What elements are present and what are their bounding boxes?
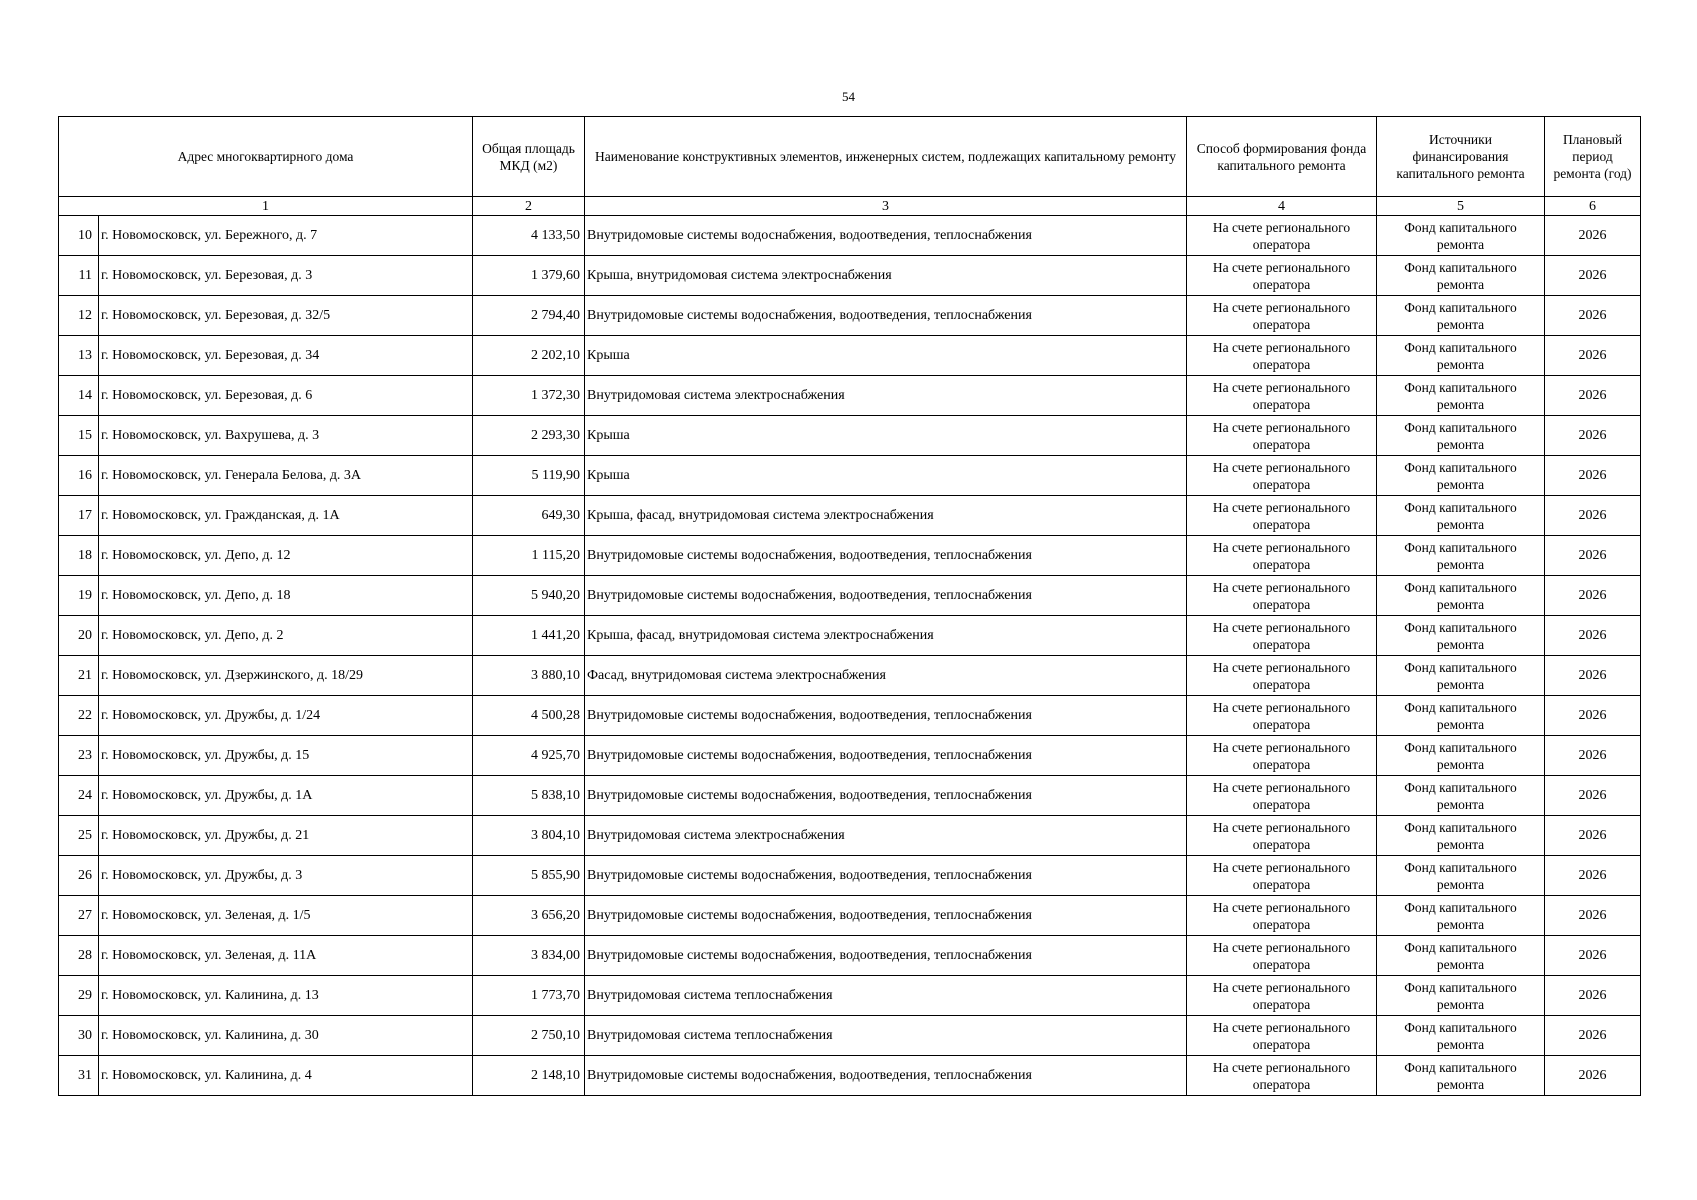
row-address: г. Новомосковск, ул. Зеленая, д. 1/5 bbox=[99, 896, 473, 936]
row-elements: Крыша bbox=[585, 456, 1187, 496]
row-number: 12 bbox=[59, 296, 99, 336]
row-address: г. Новомосковск, ул. Дружбы, д. 3 bbox=[99, 856, 473, 896]
row-elements: Внутридомовая система электроснабжения bbox=[585, 376, 1187, 416]
row-source: Фонд капитального ремонта bbox=[1377, 976, 1545, 1016]
row-address: г. Новомосковск, ул. Дружбы, д. 1/24 bbox=[99, 696, 473, 736]
column-number: 3 bbox=[585, 197, 1187, 216]
row-area: 3 834,00 bbox=[473, 936, 585, 976]
column-number: 6 bbox=[1545, 197, 1641, 216]
row-year: 2026 bbox=[1545, 416, 1641, 456]
row-year: 2026 bbox=[1545, 976, 1641, 1016]
row-elements: Внутридомовая система электроснабжения bbox=[585, 816, 1187, 856]
table-row bbox=[59, 456, 1641, 496]
row-method: На счете регионального оператора bbox=[1187, 856, 1377, 896]
row-number: 14 bbox=[59, 376, 99, 416]
row-elements: Внутридомовые системы водоснабжения, водоотведения, теплоснабжения bbox=[585, 856, 1187, 896]
row-source: Фонд капитального ремонта bbox=[1377, 856, 1545, 896]
table-row bbox=[59, 256, 1641, 296]
row-source: Фонд капитального ремонта bbox=[1377, 296, 1545, 336]
row-method: На счете регионального оператора bbox=[1187, 896, 1377, 936]
row-address: г. Новомосковск, ул. Дружбы, д. 15 bbox=[99, 736, 473, 776]
row-year: 2026 bbox=[1545, 656, 1641, 696]
row-elements: Внутридомовая система теплоснабжения bbox=[585, 1016, 1187, 1056]
header-elements: Наименование конструктивных элементов, инженерных систем, подлежащих капитальному ремонту bbox=[585, 117, 1187, 197]
row-number: 16 bbox=[59, 456, 99, 496]
column-number: 5 bbox=[1377, 197, 1545, 216]
row-source: Фонд капитального ремонта bbox=[1377, 536, 1545, 576]
row-elements: Внутридомовые системы водоснабжения, водоотведения, теплоснабжения bbox=[585, 216, 1187, 256]
row-source: Фонд капитального ремонта bbox=[1377, 696, 1545, 736]
row-number: 23 bbox=[59, 736, 99, 776]
row-address: г. Новомосковск, ул. Березовая, д. 3 bbox=[99, 256, 473, 296]
table-row bbox=[59, 896, 1641, 936]
row-method: На счете регионального оператора bbox=[1187, 936, 1377, 976]
header-year: Плановый период ремонта (год) bbox=[1545, 117, 1641, 197]
row-method: На счете регионального оператора bbox=[1187, 816, 1377, 856]
row-number: 15 bbox=[59, 416, 99, 456]
row-address: г. Новомосковск, ул. Депо, д. 2 bbox=[99, 616, 473, 656]
column-number: 1 bbox=[59, 197, 473, 216]
row-year: 2026 bbox=[1545, 576, 1641, 616]
table-row bbox=[59, 376, 1641, 416]
row-number: 29 bbox=[59, 976, 99, 1016]
row-year: 2026 bbox=[1545, 296, 1641, 336]
row-method: На счете регионального оператора bbox=[1187, 496, 1377, 536]
table-row bbox=[59, 936, 1641, 976]
table-row bbox=[59, 496, 1641, 536]
row-number: 20 bbox=[59, 616, 99, 656]
table-row bbox=[59, 856, 1641, 896]
row-year: 2026 bbox=[1545, 776, 1641, 816]
header-area: Общая площадь МКД (м2) bbox=[473, 117, 585, 197]
table-row bbox=[59, 736, 1641, 776]
row-year: 2026 bbox=[1545, 376, 1641, 416]
row-source: Фонд капитального ремонта bbox=[1377, 816, 1545, 856]
row-method: На счете регионального оператора bbox=[1187, 296, 1377, 336]
row-address: г. Новомосковск, ул. Калинина, д. 30 bbox=[99, 1016, 473, 1056]
row-year: 2026 bbox=[1545, 936, 1641, 976]
row-source: Фонд капитального ремонта bbox=[1377, 936, 1545, 976]
row-year: 2026 bbox=[1545, 456, 1641, 496]
row-elements: Крыша bbox=[585, 416, 1187, 456]
column-number: 2 bbox=[473, 197, 585, 216]
row-elements: Внутридомовые системы водоснабжения, водоотведения, теплоснабжения bbox=[585, 936, 1187, 976]
row-number: 28 bbox=[59, 936, 99, 976]
row-elements: Крыша, фасад, внутридомовая система электроснабжения bbox=[585, 496, 1187, 536]
table-row bbox=[59, 816, 1641, 856]
row-elements: Внутридомовые системы водоснабжения, водоотведения, теплоснабжения bbox=[585, 736, 1187, 776]
row-year: 2026 bbox=[1545, 496, 1641, 536]
row-method: На счете регионального оператора bbox=[1187, 256, 1377, 296]
row-method: На счете регионального оператора bbox=[1187, 1056, 1377, 1096]
row-address: г. Новомосковск, ул. Гражданская, д. 1А bbox=[99, 496, 473, 536]
row-method: На счете регионального оператора bbox=[1187, 416, 1377, 456]
row-area: 3 804,10 bbox=[473, 816, 585, 856]
table-row bbox=[59, 656, 1641, 696]
row-address: г. Новомосковск, ул. Вахрушева, д. 3 bbox=[99, 416, 473, 456]
row-year: 2026 bbox=[1545, 536, 1641, 576]
row-elements: Внутридомовые системы водоснабжения, водоотведения, теплоснабжения bbox=[585, 576, 1187, 616]
row-number: 11 bbox=[59, 256, 99, 296]
row-area: 2 750,10 bbox=[473, 1016, 585, 1056]
row-elements: Внутридомовые системы водоснабжения, водоотведения, теплоснабжения bbox=[585, 896, 1187, 936]
row-method: На счете регионального оператора bbox=[1187, 696, 1377, 736]
row-source: Фонд капитального ремонта bbox=[1377, 616, 1545, 656]
row-address: г. Новомосковск, ул. Бережного, д. 7 bbox=[99, 216, 473, 256]
header-method: Способ формирования фонда капитального ремонта bbox=[1187, 117, 1377, 197]
row-source: Фонд капитального ремонта bbox=[1377, 496, 1545, 536]
row-number: 21 bbox=[59, 656, 99, 696]
column-number-row bbox=[59, 197, 1641, 216]
row-number: 25 bbox=[59, 816, 99, 856]
row-source: Фонд капитального ремонта bbox=[1377, 896, 1545, 936]
row-source: Фонд капитального ремонта bbox=[1377, 656, 1545, 696]
row-address: г. Новомосковск, ул. Дзержинского, д. 18/29 bbox=[99, 656, 473, 696]
row-address: г. Новомосковск, ул. Зеленая, д. 11А bbox=[99, 936, 473, 976]
row-method: На счете регионального оператора bbox=[1187, 536, 1377, 576]
row-number: 30 bbox=[59, 1016, 99, 1056]
table-row bbox=[59, 536, 1641, 576]
row-method: На счете регионального оператора bbox=[1187, 976, 1377, 1016]
table-row bbox=[59, 576, 1641, 616]
row-number: 17 bbox=[59, 496, 99, 536]
row-area: 2 148,10 bbox=[473, 1056, 585, 1096]
row-area: 5 855,90 bbox=[473, 856, 585, 896]
row-area: 1 773,70 bbox=[473, 976, 585, 1016]
row-source: Фонд капитального ремонта bbox=[1377, 376, 1545, 416]
row-address: г. Новомосковск, ул. Калинина, д. 4 bbox=[99, 1056, 473, 1096]
table-row bbox=[59, 296, 1641, 336]
row-area: 4 500,28 bbox=[473, 696, 585, 736]
row-source: Фонд капитального ремонта bbox=[1377, 736, 1545, 776]
row-number: 22 bbox=[59, 696, 99, 736]
row-year: 2026 bbox=[1545, 1056, 1641, 1096]
row-address: г. Новомосковск, ул. Депо, д. 18 bbox=[99, 576, 473, 616]
row-address: г. Новомосковск, ул. Генерала Белова, д. 3А bbox=[99, 456, 473, 496]
row-area: 5 838,10 bbox=[473, 776, 585, 816]
row-elements: Крыша, внутридомовая система электроснабжения bbox=[585, 256, 1187, 296]
row-area: 1 115,20 bbox=[473, 536, 585, 576]
table-row bbox=[59, 976, 1641, 1016]
row-number: 13 bbox=[59, 336, 99, 376]
row-number: 10 bbox=[59, 216, 99, 256]
row-year: 2026 bbox=[1545, 256, 1641, 296]
column-number: 4 bbox=[1187, 197, 1377, 216]
row-area: 3 880,10 bbox=[473, 656, 585, 696]
row-number: 31 bbox=[59, 1056, 99, 1096]
row-year: 2026 bbox=[1545, 896, 1641, 936]
row-year: 2026 bbox=[1545, 336, 1641, 376]
row-source: Фонд капитального ремонта bbox=[1377, 1056, 1545, 1096]
row-area: 5 940,20 bbox=[473, 576, 585, 616]
row-elements: Внутридомовые системы водоснабжения, водоотведения, теплоснабжения bbox=[585, 296, 1187, 336]
row-number: 19 bbox=[59, 576, 99, 616]
row-area: 3 656,20 bbox=[473, 896, 585, 936]
row-number: 27 bbox=[59, 896, 99, 936]
row-source: Фонд капитального ремонта bbox=[1377, 416, 1545, 456]
row-year: 2026 bbox=[1545, 696, 1641, 736]
row-method: На счете регионального оператора bbox=[1187, 576, 1377, 616]
row-method: На счете регионального оператора bbox=[1187, 456, 1377, 496]
row-area: 1 372,30 bbox=[473, 376, 585, 416]
row-year: 2026 bbox=[1545, 616, 1641, 656]
row-elements: Внутридомовая система теплоснабжения bbox=[585, 976, 1187, 1016]
row-method: На счете регионального оператора bbox=[1187, 776, 1377, 816]
row-area: 4 925,70 bbox=[473, 736, 585, 776]
row-year: 2026 bbox=[1545, 816, 1641, 856]
table-row bbox=[59, 336, 1641, 376]
table-row bbox=[59, 616, 1641, 656]
row-elements: Крыша, фасад, внутридомовая система электроснабжения bbox=[585, 616, 1187, 656]
row-method: На счете регионального оператора bbox=[1187, 616, 1377, 656]
row-source: Фонд капитального ремонта bbox=[1377, 456, 1545, 496]
row-number: 24 bbox=[59, 776, 99, 816]
row-area: 2 794,40 bbox=[473, 296, 585, 336]
table-header-row bbox=[59, 117, 1641, 197]
row-method: На счете регионального оператора bbox=[1187, 656, 1377, 696]
page-number: 54 bbox=[842, 89, 855, 104]
row-source: Фонд капитального ремонта bbox=[1377, 576, 1545, 616]
row-method: На счете регионального оператора bbox=[1187, 736, 1377, 776]
row-address: г. Новомосковск, ул. Депо, д. 12 bbox=[99, 536, 473, 576]
row-number: 26 bbox=[59, 856, 99, 896]
row-year: 2026 bbox=[1545, 1016, 1641, 1056]
row-area: 1 379,60 bbox=[473, 256, 585, 296]
row-elements: Фасад, внутридомовая система электроснабжения bbox=[585, 656, 1187, 696]
row-elements: Внутридомовые системы водоснабжения, водоотведения, теплоснабжения bbox=[585, 776, 1187, 816]
row-address: г. Новомосковск, ул. Дружбы, д. 1А bbox=[99, 776, 473, 816]
table-body bbox=[59, 216, 1641, 1096]
row-address: г. Новомосковск, ул. Березовая, д. 6 bbox=[99, 376, 473, 416]
row-year: 2026 bbox=[1545, 856, 1641, 896]
row-elements: Внутридомовые системы водоснабжения, водоотведения, теплоснабжения bbox=[585, 536, 1187, 576]
row-elements: Крыша bbox=[585, 336, 1187, 376]
table-row bbox=[59, 416, 1641, 456]
row-area: 649,30 bbox=[473, 496, 585, 536]
header-source: Источники финансирования капитального ремонта bbox=[1377, 117, 1545, 197]
row-source: Фонд капитального ремонта bbox=[1377, 336, 1545, 376]
row-address: г. Новомосковск, ул. Березовая, д. 34 bbox=[99, 336, 473, 376]
row-area: 5 119,90 bbox=[473, 456, 585, 496]
row-method: На счете регионального оператора bbox=[1187, 216, 1377, 256]
repair-plan-table bbox=[58, 116, 1641, 1096]
row-source: Фонд капитального ремонта bbox=[1377, 1016, 1545, 1056]
header-address: Адрес многоквартирного дома bbox=[59, 117, 473, 197]
row-source: Фонд капитального ремонта bbox=[1377, 216, 1545, 256]
row-method: На счете регионального оператора bbox=[1187, 1016, 1377, 1056]
row-source: Фонд капитального ремонта bbox=[1377, 256, 1545, 296]
table-row bbox=[59, 1056, 1641, 1096]
row-area: 1 441,20 bbox=[473, 616, 585, 656]
row-method: На счете регионального оператора bbox=[1187, 376, 1377, 416]
table-row bbox=[59, 776, 1641, 816]
row-year: 2026 bbox=[1545, 216, 1641, 256]
row-address: г. Новомосковск, ул. Березовая, д. 32/5 bbox=[99, 296, 473, 336]
row-area: 2 293,30 bbox=[473, 416, 585, 456]
row-year: 2026 bbox=[1545, 736, 1641, 776]
row-source: Фонд капитального ремонта bbox=[1377, 776, 1545, 816]
row-address: г. Новомосковск, ул. Калинина, д. 13 bbox=[99, 976, 473, 1016]
row-address: г. Новомосковск, ул. Дружбы, д. 21 bbox=[99, 816, 473, 856]
row-area: 4 133,50 bbox=[473, 216, 585, 256]
table-row bbox=[59, 216, 1641, 256]
row-number: 18 bbox=[59, 536, 99, 576]
row-area: 2 202,10 bbox=[473, 336, 585, 376]
table-row bbox=[59, 696, 1641, 736]
table-row bbox=[59, 1016, 1641, 1056]
row-elements: Внутридомовые системы водоснабжения, водоотведения, теплоснабжения bbox=[585, 696, 1187, 736]
row-elements: Внутридомовые системы водоснабжения, водоотведения, теплоснабжения bbox=[585, 1056, 1187, 1096]
row-method: На счете регионального оператора bbox=[1187, 336, 1377, 376]
